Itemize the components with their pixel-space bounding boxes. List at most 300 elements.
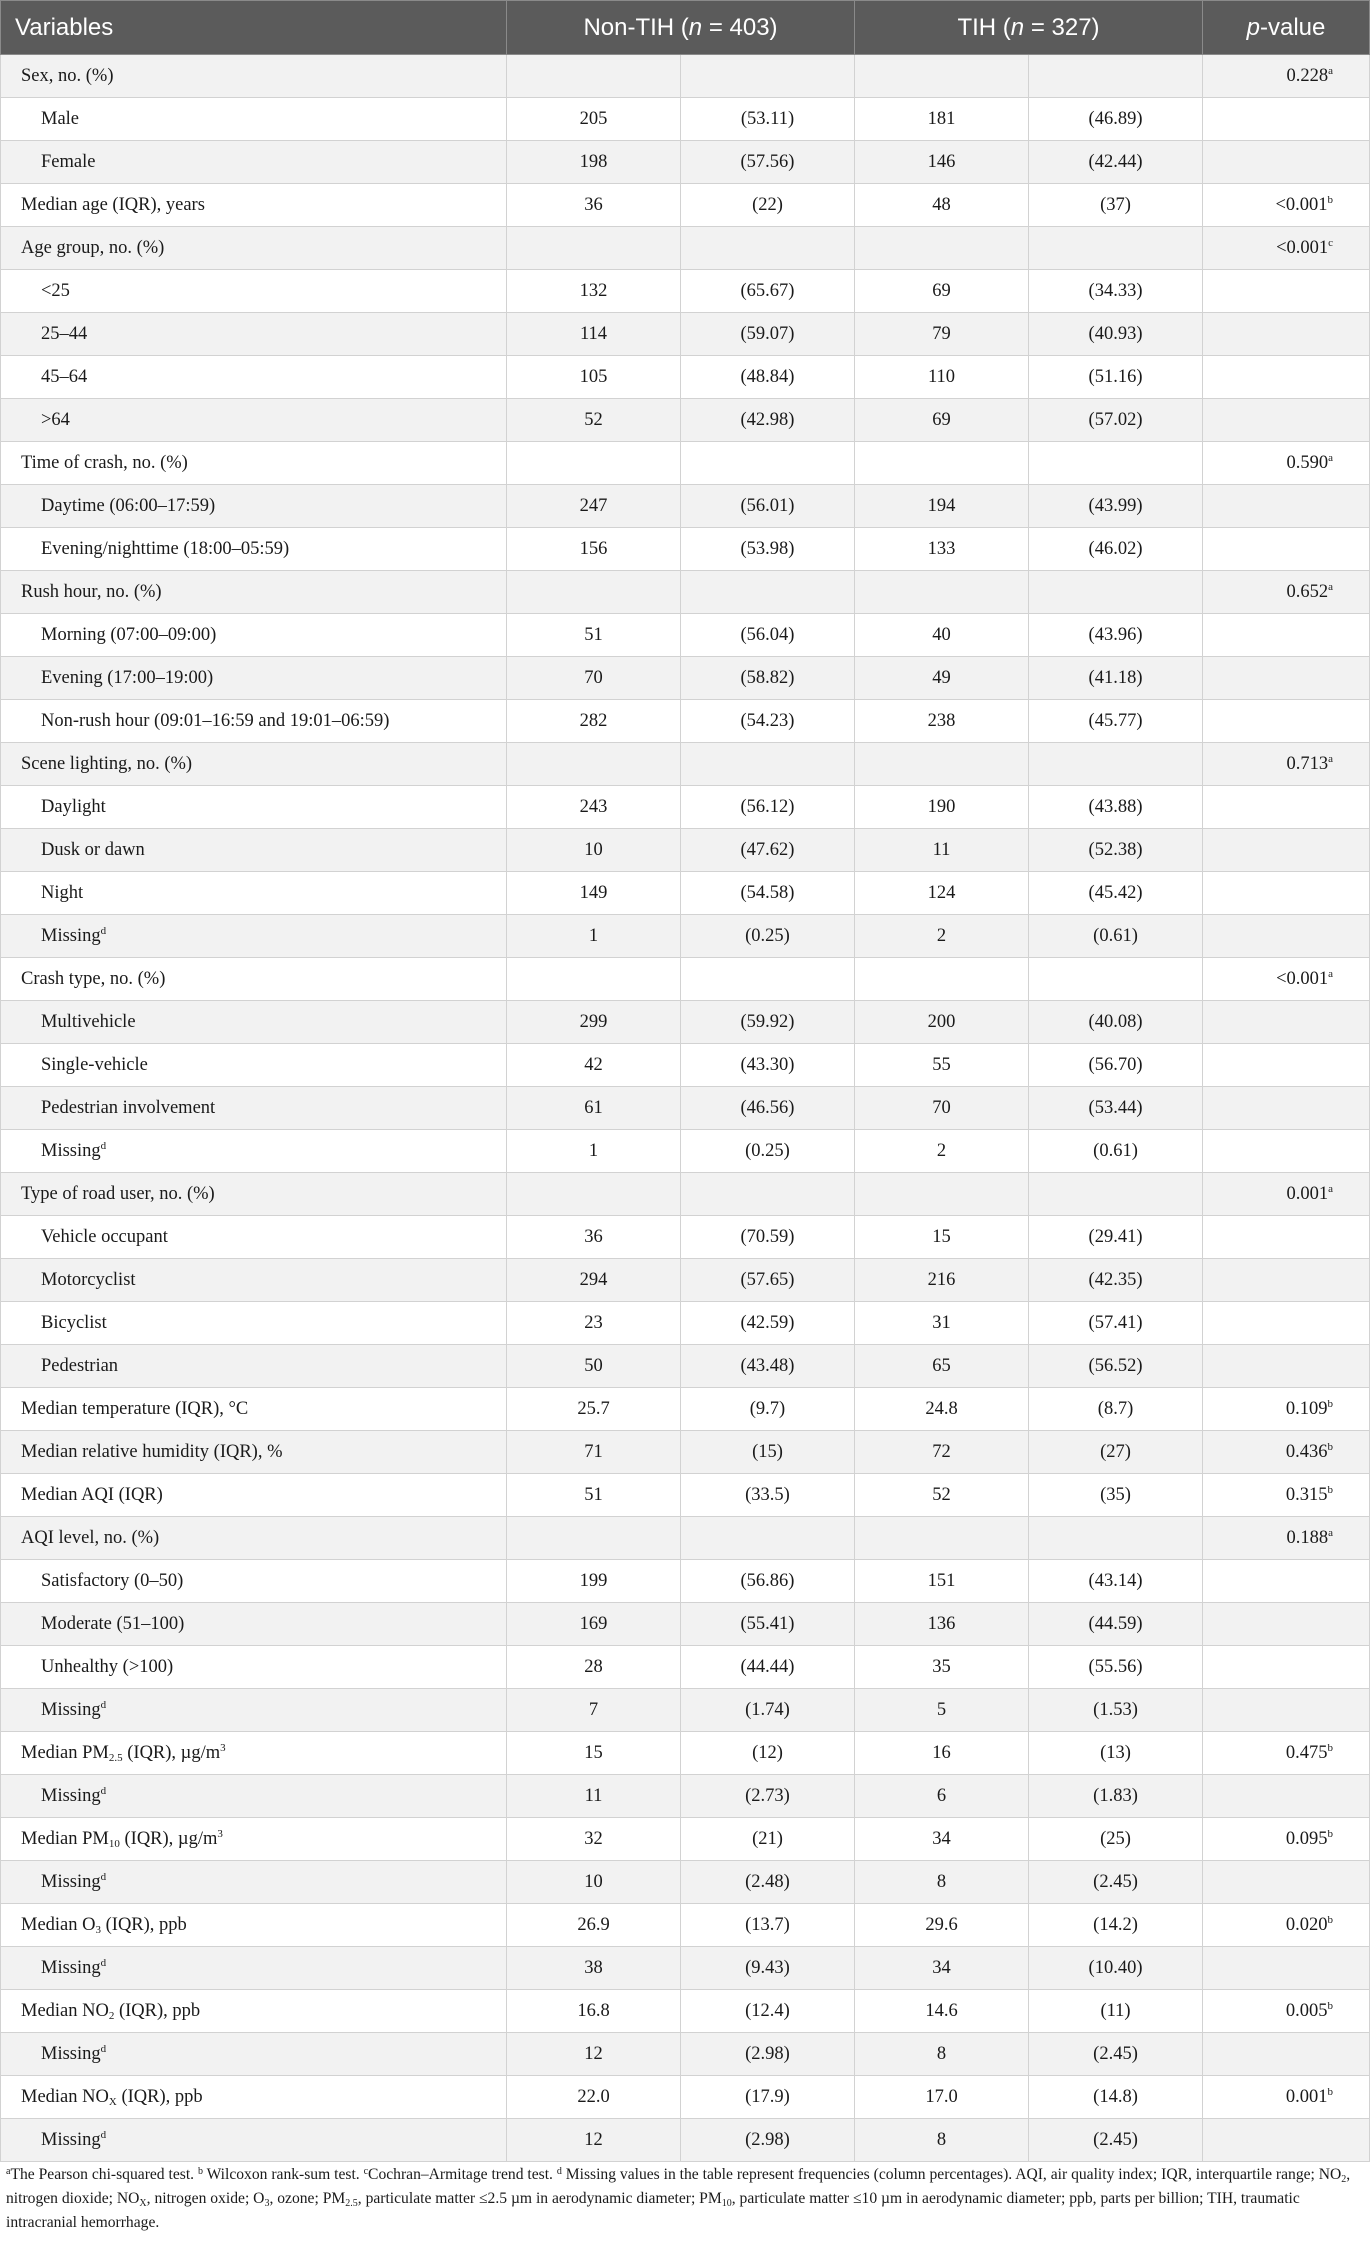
tih-percent — [1029, 1173, 1203, 1216]
tih-percent: (46.89) — [1029, 98, 1203, 141]
row-label — [1, 1130, 507, 1173]
label-superscript: d — [100, 1870, 107, 1883]
tih-percent: (56.52) — [1029, 1345, 1203, 1388]
non-tih-count: 15 — [507, 1732, 681, 1775]
tih-count: 16 — [855, 1732, 1029, 1775]
p-value-cell — [1203, 657, 1370, 700]
row-label-text: Non-rush hour (09:01–16:59 and 19:01–06:59) — [41, 710, 390, 731]
tih-percent: (40.08) — [1029, 1001, 1203, 1044]
p-value: 0.005 — [1285, 2000, 1328, 2021]
table-row — [1, 700, 1370, 743]
row-label — [1, 528, 507, 571]
table-row — [1, 313, 1370, 356]
test-marker: c — [1328, 236, 1334, 249]
non-tih-percent — [681, 227, 855, 270]
unit-superscript: 3 — [220, 1741, 226, 1754]
tih-count: 79 — [855, 313, 1029, 356]
non-tih-percent: (70.59) — [681, 1216, 855, 1259]
p-value-cell — [1203, 915, 1370, 958]
table-row — [1, 1259, 1370, 1302]
tih-count: 17.0 — [855, 2076, 1029, 2119]
table-row — [1, 485, 1370, 528]
row-label-text: Missing — [41, 925, 101, 946]
row-label-text: Multivehicle — [41, 1011, 136, 1032]
row-label — [1, 1044, 507, 1087]
row-label-text: Satisfactory (0–50) — [41, 1570, 184, 1591]
tih-percent: (43.14) — [1029, 1560, 1203, 1603]
footnote-segment: , ozone; PM — [269, 2190, 346, 2207]
non-tih-percent: (59.92) — [681, 1001, 855, 1044]
non-tih-percent: (21) — [681, 1818, 855, 1861]
test-marker: b — [1327, 1741, 1334, 1754]
row-label-text: Pedestrian — [41, 1355, 119, 1376]
non-tih-percent — [681, 55, 855, 98]
footnote-segment: Cochran–Armitage trend test. — [368, 2166, 557, 2183]
p-value-cell — [1203, 356, 1370, 399]
p-value-cell — [1203, 184, 1370, 227]
non-tih-count: 12 — [507, 2119, 681, 2162]
p-value: 0.188 — [1286, 1527, 1329, 1548]
table-row — [1, 98, 1370, 141]
table-row — [1, 1732, 1370, 1775]
row-label-text: Median AQI (IQR) — [21, 1484, 163, 1505]
test-marker: a — [1328, 64, 1334, 77]
p-value-cell — [1203, 55, 1370, 98]
table-row — [1, 184, 1370, 227]
non-tih-count: 50 — [507, 1345, 681, 1388]
non-tih-percent: (53.11) — [681, 98, 855, 141]
non-tih-count: 36 — [507, 184, 681, 227]
tih-count: 200 — [855, 1001, 1029, 1044]
row-label-text: Median relative humidity (IQR), % — [21, 1441, 283, 1462]
non-tih-percent: (65.67) — [681, 270, 855, 313]
p-value: 0.095 — [1285, 1828, 1328, 1849]
row-label-text: Missing — [41, 2129, 101, 2150]
table-row — [1, 356, 1370, 399]
non-tih-count: 38 — [507, 1947, 681, 1990]
non-tih-percent: (47.62) — [681, 829, 855, 872]
non-tih-percent: (54.23) — [681, 700, 855, 743]
non-tih-percent: (12) — [681, 1732, 855, 1775]
tih-count: 35 — [855, 1646, 1029, 1689]
table-row — [1, 55, 1370, 98]
non-tih-percent: (9.43) — [681, 1947, 855, 1990]
tih-percent — [1029, 442, 1203, 485]
p-value-cell — [1203, 1302, 1370, 1345]
table-row — [1, 614, 1370, 657]
non-tih-percent: (58.82) — [681, 657, 855, 700]
tih-count: 190 — [855, 786, 1029, 829]
row-label — [1, 1689, 507, 1732]
table-row — [1, 2076, 1370, 2119]
non-tih-count: 16.8 — [507, 1990, 681, 2033]
table-row — [1, 1431, 1370, 1474]
tih-percent: (37) — [1029, 184, 1203, 227]
p-value-cell — [1203, 1947, 1370, 1990]
tih-percent: (1.83) — [1029, 1775, 1203, 1818]
non-tih-count: 23 — [507, 1302, 681, 1345]
row-label-text: Median O — [21, 1914, 96, 1935]
p-value-cell — [1203, 1517, 1370, 1560]
row-label-text: Median age (IQR), years — [21, 194, 205, 215]
non-tih-count: 52 — [507, 399, 681, 442]
non-tih-count: 10 — [507, 829, 681, 872]
tih-count: 48 — [855, 184, 1029, 227]
row-label — [1, 2033, 507, 2076]
non-tih-percent: (56.01) — [681, 485, 855, 528]
non-tih-percent: (33.5) — [681, 1474, 855, 1517]
row-label — [1, 1087, 507, 1130]
p-value-cell — [1203, 1044, 1370, 1087]
row-label-text: Daylight — [41, 796, 106, 817]
tih-count — [855, 227, 1029, 270]
header-variables: Variables — [1, 1, 507, 55]
p-value-cell — [1203, 1904, 1370, 1947]
table-row — [1, 270, 1370, 313]
test-marker: a — [1328, 1526, 1334, 1539]
p-value-cell — [1203, 1130, 1370, 1173]
p-value-cell — [1203, 1646, 1370, 1689]
row-label-text: Single-vehicle — [41, 1054, 148, 1075]
row-label — [1, 1818, 507, 1861]
footnote-segment: 3 — [264, 2198, 270, 2209]
non-tih-percent — [681, 571, 855, 614]
tih-count: 34 — [855, 1947, 1029, 1990]
tih-count: 133 — [855, 528, 1029, 571]
tih-count: 2 — [855, 1130, 1029, 1173]
tih-percent — [1029, 227, 1203, 270]
non-tih-percent: (9.7) — [681, 1388, 855, 1431]
label-superscript: d — [100, 924, 107, 937]
p-value-cell — [1203, 1775, 1370, 1818]
row-label-text: Evening/nighttime (18:00–05:59) — [41, 538, 290, 559]
tih-count: 69 — [855, 270, 1029, 313]
row-label — [1, 1990, 507, 2033]
p-value-cell — [1203, 442, 1370, 485]
row-label — [1, 1216, 507, 1259]
row-label-text: Unhealthy (>100) — [41, 1656, 174, 1677]
row-label — [1, 571, 507, 614]
tih-percent: (10.40) — [1029, 1947, 1203, 1990]
tih-percent: (57.41) — [1029, 1302, 1203, 1345]
tih-percent: (44.59) — [1029, 1603, 1203, 1646]
row-label-text: Moderate (51–100) — [41, 1613, 185, 1634]
tih-percent: (41.18) — [1029, 657, 1203, 700]
non-tih-percent: (48.84) — [681, 356, 855, 399]
test-marker: a — [1328, 580, 1334, 593]
row-label — [1, 1259, 507, 1302]
table-row — [1, 958, 1370, 1001]
row-label — [1, 829, 507, 872]
tih-percent: (29.41) — [1029, 1216, 1203, 1259]
non-tih-percent: (54.58) — [681, 872, 855, 915]
non-tih-count — [507, 571, 681, 614]
tih-count: 52 — [855, 1474, 1029, 1517]
p-value-cell — [1203, 1990, 1370, 2033]
tih-percent: (43.96) — [1029, 614, 1203, 657]
non-tih-percent: (43.48) — [681, 1345, 855, 1388]
tih-count: 24.8 — [855, 1388, 1029, 1431]
tih-count — [855, 571, 1029, 614]
row-label-text: Evening (17:00–19:00) — [41, 667, 214, 688]
p-value-cell — [1203, 1345, 1370, 1388]
table-row — [1, 1603, 1370, 1646]
row-label-text: Pedestrian involvement — [41, 1097, 216, 1118]
p-value-cell — [1203, 227, 1370, 270]
tih-count: 2 — [855, 915, 1029, 958]
non-tih-count: 1 — [507, 1130, 681, 1173]
table-header-row — [1, 1, 1370, 55]
row-label-text: Bicyclist — [41, 1312, 107, 1333]
row-label-text: Median PM — [21, 1742, 109, 1763]
tih-percent: (13) — [1029, 1732, 1203, 1775]
footnote-segment: c — [363, 2166, 369, 2177]
tih-percent: (14.2) — [1029, 1904, 1203, 1947]
row-label-text: Rush hour, no. (%) — [21, 581, 162, 602]
row-label-text: Missing — [41, 1871, 101, 1892]
p-value-cell — [1203, 614, 1370, 657]
tih-count — [855, 1517, 1029, 1560]
p-value: 0.001 — [1285, 2086, 1328, 2107]
row-label — [1, 1904, 507, 1947]
tih-count: 151 — [855, 1560, 1029, 1603]
table-row — [1, 1517, 1370, 1560]
footnote-segment: The Pearson chi-squared test. — [10, 2166, 198, 2183]
non-tih-count: 22.0 — [507, 2076, 681, 2119]
tih-percent: (2.45) — [1029, 2119, 1203, 2162]
tih-count: 194 — [855, 485, 1029, 528]
test-marker: b — [1327, 1397, 1334, 1410]
row-label — [1, 1517, 507, 1560]
non-tih-percent: (22) — [681, 184, 855, 227]
table-row — [1, 1388, 1370, 1431]
row-label — [1, 442, 507, 485]
test-marker: a — [1328, 451, 1334, 464]
p-value: 0.475 — [1285, 1742, 1328, 1763]
row-label-text: Motorcyclist — [41, 1269, 136, 1290]
non-tih-count: 105 — [507, 356, 681, 399]
tih-percent: (27) — [1029, 1431, 1203, 1474]
non-tih-count: 28 — [507, 1646, 681, 1689]
non-tih-count: 25.7 — [507, 1388, 681, 1431]
row-label — [1, 1603, 507, 1646]
tih-percent: (8.7) — [1029, 1388, 1203, 1431]
row-label-text: >64 — [41, 409, 70, 430]
row-label — [1, 141, 507, 184]
tih-count: 181 — [855, 98, 1029, 141]
non-tih-count: 26.9 — [507, 1904, 681, 1947]
non-tih-count: 156 — [507, 528, 681, 571]
row-label-text: Daytime (06:00–17:59) — [41, 495, 216, 516]
tih-percent: (43.88) — [1029, 786, 1203, 829]
tih-percent: (52.38) — [1029, 829, 1203, 872]
tih-percent — [1029, 958, 1203, 1001]
row-label-text: Median NO — [21, 2000, 109, 2021]
table-row — [1, 399, 1370, 442]
non-tih-percent — [681, 1173, 855, 1216]
row-label — [1, 1646, 507, 1689]
p-value-cell — [1203, 528, 1370, 571]
p-value: 0.315 — [1285, 1484, 1328, 1505]
label-subscript: 10 — [108, 1837, 120, 1850]
table-row — [1, 1818, 1370, 1861]
row-label-text: Time of crash, no. (%) — [21, 452, 188, 473]
non-tih-count: 149 — [507, 872, 681, 915]
tih-count — [855, 743, 1029, 786]
non-tih-percent: (42.59) — [681, 1302, 855, 1345]
footnote-segment: 10 — [721, 2198, 732, 2209]
non-tih-count: 70 — [507, 657, 681, 700]
non-tih-percent — [681, 958, 855, 1001]
row-label-text: Scene lighting, no. (%) — [21, 753, 193, 774]
label-subscript: 2 — [108, 2009, 115, 2022]
tih-percent: (55.56) — [1029, 1646, 1203, 1689]
tih-count: 65 — [855, 1345, 1029, 1388]
non-tih-count: 132 — [507, 270, 681, 313]
label-subscript: X — [108, 2095, 117, 2108]
row-label — [1, 227, 507, 270]
tih-percent: (35) — [1029, 1474, 1203, 1517]
non-tih-percent: (1.74) — [681, 1689, 855, 1732]
tih-percent: (2.45) — [1029, 1861, 1203, 1904]
tih-percent: (42.44) — [1029, 141, 1203, 184]
non-tih-percent: (57.56) — [681, 141, 855, 184]
row-label — [1, 55, 507, 98]
non-tih-percent: (44.44) — [681, 1646, 855, 1689]
non-tih-count: 198 — [507, 141, 681, 184]
tih-percent: (45.77) — [1029, 700, 1203, 743]
non-tih-percent: (2.73) — [681, 1775, 855, 1818]
row-label — [1, 872, 507, 915]
label-superscript: d — [100, 2128, 107, 2141]
p-value-cell — [1203, 1087, 1370, 1130]
footnote-segment: X — [139, 2198, 147, 2209]
test-marker: b — [1327, 193, 1334, 206]
non-tih-percent: (59.07) — [681, 313, 855, 356]
table-row — [1, 1474, 1370, 1517]
non-tih-percent: (56.86) — [681, 1560, 855, 1603]
non-tih-count: 11 — [507, 1775, 681, 1818]
non-tih-percent — [681, 743, 855, 786]
tih-count: 11 — [855, 829, 1029, 872]
tih-percent — [1029, 1517, 1203, 1560]
non-tih-count: 51 — [507, 614, 681, 657]
non-tih-count: 243 — [507, 786, 681, 829]
test-marker: b — [1327, 2085, 1334, 2098]
tih-count: 49 — [855, 657, 1029, 700]
p-value-cell — [1203, 1001, 1370, 1044]
row-label — [1, 1431, 507, 1474]
table-row — [1, 1001, 1370, 1044]
tih-count: 72 — [855, 1431, 1029, 1474]
p-value-cell — [1203, 571, 1370, 614]
table-row — [1, 1646, 1370, 1689]
non-tih-count: 42 — [507, 1044, 681, 1087]
p-value-cell — [1203, 270, 1370, 313]
tih-count: 136 — [855, 1603, 1029, 1646]
tih-percent — [1029, 55, 1203, 98]
p-value-cell — [1203, 1259, 1370, 1302]
non-tih-count: 32 — [507, 1818, 681, 1861]
row-label-text: Morning (07:00–09:00) — [41, 624, 217, 645]
non-tih-count — [507, 1173, 681, 1216]
table-row — [1, 1861, 1370, 1904]
footnote-segment: , particulate matter ≤2.5 µm in aerodynamic diameter; PM — [357, 2190, 722, 2207]
table-row — [1, 1302, 1370, 1345]
tih-percent: (42.35) — [1029, 1259, 1203, 1302]
tih-count — [855, 1173, 1029, 1216]
tih-count: 146 — [855, 141, 1029, 184]
table-row — [1, 1044, 1370, 1087]
tih-count: 40 — [855, 614, 1029, 657]
test-marker: a — [1328, 1182, 1334, 1195]
tih-percent: (25) — [1029, 1818, 1203, 1861]
p-value: <0.001 — [1276, 237, 1329, 258]
non-tih-percent: (43.30) — [681, 1044, 855, 1087]
table-row — [1, 1345, 1370, 1388]
footnote-segment: d — [556, 2166, 562, 2177]
tih-count — [855, 55, 1029, 98]
non-tih-count: 1 — [507, 915, 681, 958]
tih-percent: (14.8) — [1029, 2076, 1203, 2119]
p-value-cell — [1203, 1603, 1370, 1646]
row-label-text: Vehicle occupant — [41, 1226, 168, 1247]
tih-count: 31 — [855, 1302, 1029, 1345]
row-label-text: 25–44 — [41, 323, 88, 344]
p-value-cell — [1203, 1216, 1370, 1259]
non-tih-count: 61 — [507, 1087, 681, 1130]
footnote-segment: 2 — [1341, 2174, 1347, 2185]
table-row — [1, 1689, 1370, 1732]
p-value-cell — [1203, 313, 1370, 356]
non-tih-percent: (56.04) — [681, 614, 855, 657]
row-label — [1, 700, 507, 743]
p-value: 0.228 — [1286, 65, 1329, 86]
row-label-text: Age group, no. (%) — [21, 237, 165, 258]
row-label-text: Crash type, no. (%) — [21, 968, 166, 989]
non-tih-percent: (2.98) — [681, 2033, 855, 2076]
row-label-text: Type of road user, no. (%) — [21, 1183, 215, 1204]
p-value-cell — [1203, 700, 1370, 743]
table-row — [1, 1904, 1370, 1947]
p-value-cell — [1203, 2033, 1370, 2076]
non-tih-count — [507, 227, 681, 270]
table-footnote — [6, 2163, 1366, 2235]
row-label — [1, 1861, 507, 1904]
p-value-cell — [1203, 1173, 1370, 1216]
table-row — [1, 528, 1370, 571]
table-row — [1, 1173, 1370, 1216]
non-tih-count: 71 — [507, 1431, 681, 1474]
tih-percent — [1029, 743, 1203, 786]
p-value: 0.713 — [1286, 753, 1329, 774]
non-tih-percent: (55.41) — [681, 1603, 855, 1646]
tih-percent: (0.61) — [1029, 915, 1203, 958]
footnote-segment: b — [197, 2166, 203, 2177]
table-row — [1, 2119, 1370, 2162]
p-value: 0.590 — [1286, 452, 1329, 473]
tih-percent: (46.02) — [1029, 528, 1203, 571]
tih-count: 8 — [855, 2119, 1029, 2162]
label-suffix: (IQR), ppb — [114, 2000, 201, 2021]
table-row — [1, 786, 1370, 829]
non-tih-percent: (17.9) — [681, 2076, 855, 2119]
row-label — [1, 184, 507, 227]
tih-percent: (56.70) — [1029, 1044, 1203, 1087]
non-tih-count: 294 — [507, 1259, 681, 1302]
row-label-text: Missing — [41, 1785, 101, 1806]
tih-percent: (1.53) — [1029, 1689, 1203, 1732]
